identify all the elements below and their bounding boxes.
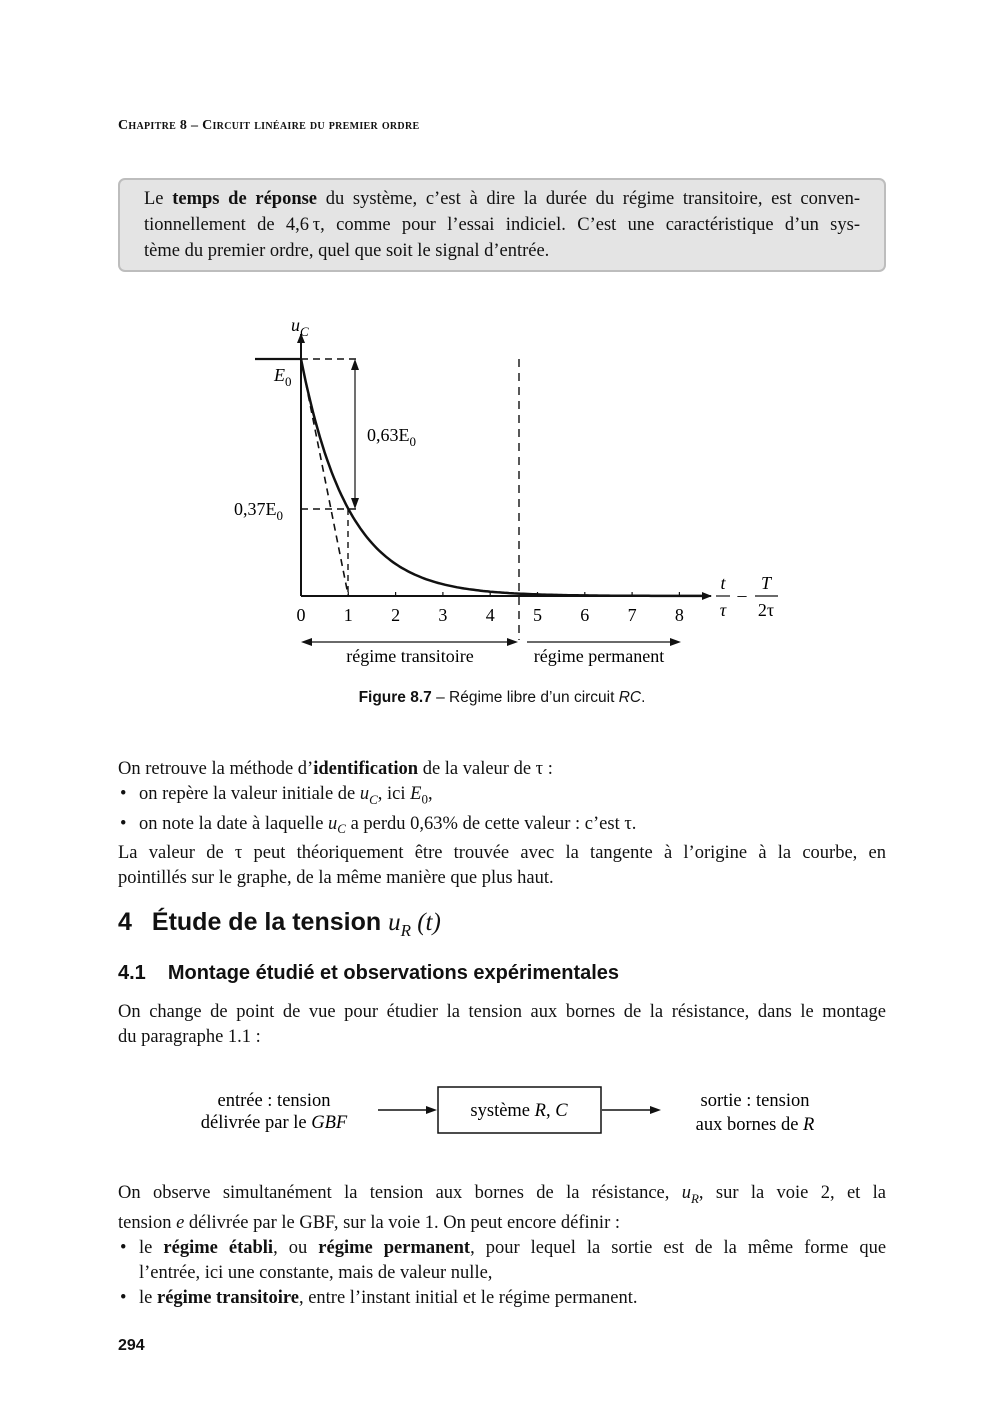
para1-bullet-1: • on repère la valeur initiale de $u_C$, ici $E_0$, <box>118 782 886 812</box>
para2-line-1: On change de point de vue pour étudier la tension aux bornes de la résistance, dans le montage <box>118 1002 886 1022</box>
output-label-line-1: sortie : tension <box>700 1091 810 1111</box>
x-axis-2tau: 2τ <box>757 600 775 620</box>
running-head: Chapitre 8 – Circuit linéaire du premier ordre <box>118 118 420 133</box>
x-axis-T: T <box>760 573 772 593</box>
x-tick-label-8: 8 <box>674 605 684 625</box>
e0-label: $E_0$ <box>274 365 292 389</box>
x-tick-label-1: 1 <box>343 605 353 625</box>
identification-paragraph <box>118 757 886 891</box>
section-4-heading: 4 Étude de la tension $u_R$ (t) <box>118 908 441 940</box>
para3-line-1: On observe simultanément la tension aux bornes de la résistance, $u_R$, sur la voie 2, et la <box>118 1183 887 1206</box>
montage-paragraph <box>118 1000 886 1050</box>
callout-line-3: tème du premier ordre, quel que soit le signal d’entrée. <box>144 241 550 261</box>
observation-paragraph <box>118 1181 886 1311</box>
x-tick-label-2: 2 <box>391 605 401 625</box>
callout-line-1: Le temps de réponse du système, c’est à dire la durée du régime transitoire, est conven- <box>144 189 860 209</box>
permanent-label: régime permanent <box>533 646 665 666</box>
page-number: 294 <box>118 1337 145 1354</box>
x-tick-label-4: 4 <box>485 605 495 625</box>
response-time-callout <box>118 178 886 272</box>
output-label-line-2: aux bornes de R <box>695 1115 815 1135</box>
section-4-1-heading: 4.1 Montage étudié et observations expérimentales <box>118 962 620 984</box>
x-tick-label-6: 6 <box>580 605 590 625</box>
permanent-arrowhead-right <box>670 638 681 646</box>
rc-free-response-figure <box>0 300 1004 680</box>
para3-bullet-2: • le régime transitoire, entre l’instant initial et le régime permanent. <box>118 1286 886 1311</box>
label-037-e0: $0,37E_0$ <box>234 499 283 523</box>
para1-line-5: pointillés sur le graphe, de la même manière que plus haut. <box>118 868 554 889</box>
transitoire-label: régime transitoire <box>346 646 474 666</box>
y-axis-label: $u_C$ <box>291 315 309 339</box>
x-tick-label-7: 7 <box>627 605 637 625</box>
block-diagram <box>0 1075 1004 1155</box>
transitoire-arrowhead-left <box>301 638 312 646</box>
output-arrowhead <box>650 1106 661 1114</box>
drop-063-arrowhead-top <box>351 359 359 370</box>
para2-line-2: du paragraphe 1.1 : <box>118 1027 261 1047</box>
input-arrowhead <box>426 1106 437 1114</box>
x-tick-label-5: 5 <box>533 605 542 625</box>
x-tick-label-3: 3 <box>438 605 448 625</box>
figure-caption: Figure 8.7 – Régime libre d’un circuit RC. <box>358 689 646 706</box>
x-tick-labels <box>297 605 684 625</box>
para3-bullet-1: • le régime établi, ou régime permanent, pour lequel la sortie est de la même forme que l’entrée, ici une constante, mais de valeur nulle, <box>118 1236 886 1286</box>
callout-line-2: tionnellement de 4,6 τ, comme pour l’essai indiciel. C’est une caractéristique d’un sys- <box>144 215 860 235</box>
label-063-e0: $0,63E_0$ <box>367 425 416 449</box>
x-axis-tau: τ <box>719 600 727 620</box>
input-label-line-2: délivrée par le GBF <box>200 1113 348 1133</box>
x-tick-label-0: 0 <box>296 605 306 625</box>
transitoire-arrowhead-right <box>507 638 518 646</box>
system-box-label: système R, C <box>470 1101 568 1121</box>
x-axis-minus: – <box>737 585 747 605</box>
para3-line-2: tension e délivrée par le GBF, sur la voie 1. On peut encore définir : <box>118 1212 620 1233</box>
x-axis-t: t <box>720 573 726 593</box>
para1-line-4: La valeur de τ peut théoriquement être trouvée avec la tangente à l’origine à la courbe, en <box>118 843 886 864</box>
drop-063-arrowhead-bottom <box>351 498 359 509</box>
para1-line-1: On retrouve la méthode d’identification de la valeur de τ : <box>118 759 553 779</box>
exponential-decay-curve <box>301 359 703 596</box>
para1-bullet-2: • on note la date à laquelle $u_C$ a perdu 0,63% de cette valeur : c’est τ. <box>118 812 886 842</box>
input-label-line-1: entrée : tension <box>217 1091 331 1111</box>
